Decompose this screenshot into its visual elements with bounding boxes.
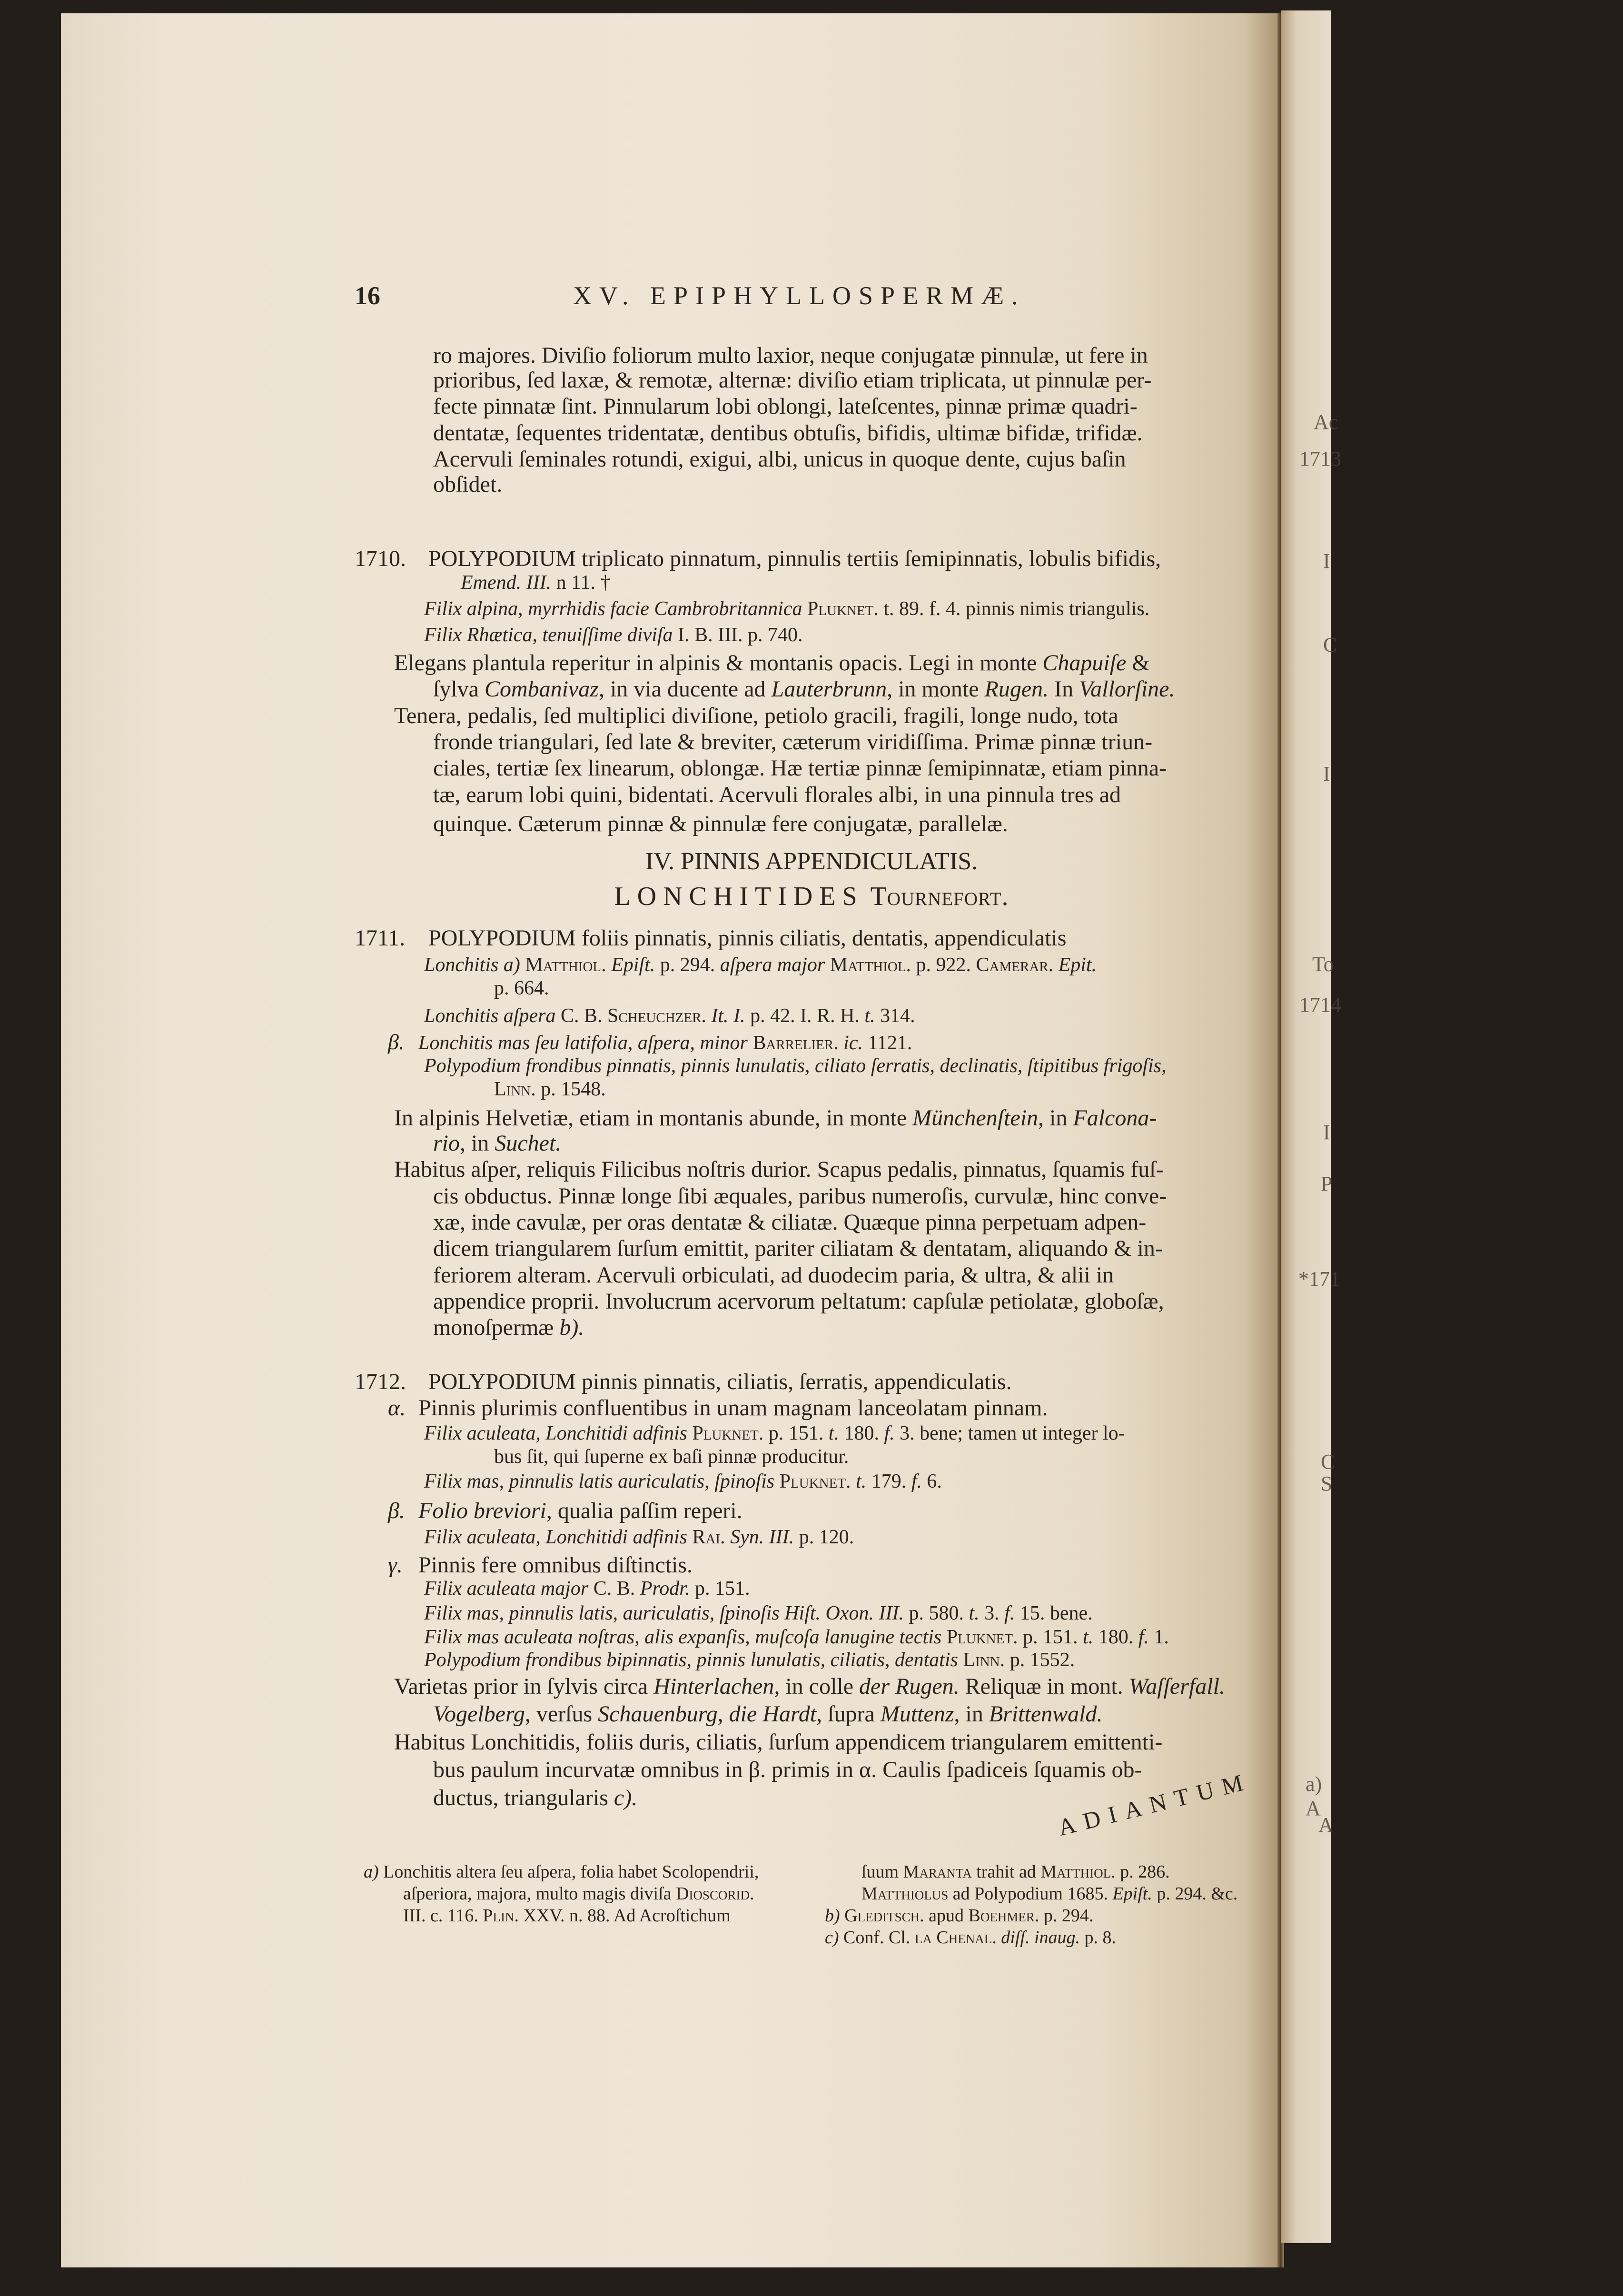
italic-text: Münchenſtein <box>912 1105 1039 1131</box>
reference-line <box>424 1627 1169 1647</box>
entry-line <box>355 1371 1012 1393</box>
text-segment: p. 151. <box>1018 1626 1083 1648</box>
paragraph-start-line <box>394 1731 1162 1754</box>
footnote-line <box>825 1907 1093 1925</box>
paragraph-start-line <box>394 1158 1164 1181</box>
text-segment: ad Polypodium 1685. <box>948 1884 1113 1904</box>
facing-page-text-fragment: I <box>1323 762 1330 785</box>
italic-text: Polypodium frondibus pinnatis, pinnis lunulatis, ciliato ſerratis, declinatis, ſtipitibus frigoſis, <box>424 1055 1167 1077</box>
italic-text: Polypodium frondibus bipinnatis, pinnis lunulatis, ciliatis, dentatis <box>424 1649 958 1671</box>
text-segment: POLYPODIUM pinnis pinnatis, ciliatis, ſerratis, appendiculatis. <box>428 1369 1012 1394</box>
italic-text: Filix mas aculeata noſtras, alis expanſis, muſcoſa lanugine tectis <box>424 1626 942 1648</box>
facing-page-text-fragment: Ac <box>1314 410 1338 434</box>
text-segment: dicem triangularem ſurſum emittit, pariter ciliatam & dentatam, aliquando & in- <box>433 1236 1163 1261</box>
italic-text: Prodr. <box>640 1578 690 1600</box>
text-segment: bus paulum incurvatæ omnibus in β. primis in α. Caulis ſpadiceis ſquamis ob- <box>433 1757 1142 1782</box>
text-segment: Pinnis fere omnibus diſtinctis. <box>418 1552 693 1578</box>
reference-continuation-line <box>494 1447 849 1467</box>
text-line <box>433 678 1175 701</box>
text-line <box>433 1185 1167 1208</box>
text-segment: 15. bene. <box>1015 1602 1093 1624</box>
text-segment: p. 8. <box>1080 1928 1116 1948</box>
text-segment: , ſupra <box>816 1701 881 1727</box>
italic-text: Vallorſine. <box>1079 676 1175 702</box>
entry-number: β. <box>388 1030 405 1054</box>
entry-number: β. <box>388 1498 405 1523</box>
text-line <box>433 1787 637 1809</box>
small-caps-text: Matthiol. <box>825 954 911 976</box>
text-segment: LONCHITIDES <box>614 882 864 911</box>
variety-line <box>388 1031 912 1053</box>
text-segment: p. 151. <box>690 1578 750 1600</box>
reference-line <box>424 1471 942 1491</box>
italic-text: t. <box>1083 1626 1094 1648</box>
italic-text: rio <box>433 1131 460 1156</box>
variety-line <box>388 1554 693 1577</box>
text-segment: 6. <box>921 1471 942 1492</box>
entry-number: α. <box>388 1395 406 1421</box>
text-segment: fronde triangulari, ſed late & breviter, cæterum viridiſſima. Primæ pinnæ triun- <box>433 729 1153 755</box>
genus-heading <box>0 883 1623 910</box>
italic-text: Filix aculeata, Lonchitidi adfinis <box>424 1422 687 1444</box>
text-segment: obſidet. <box>433 472 503 497</box>
text-segment: ſuum <box>861 1862 903 1882</box>
text-line <box>433 473 502 496</box>
italic-text: die Hardt <box>729 1701 817 1727</box>
italic-text: ic. <box>838 1032 863 1054</box>
reference-line <box>424 1603 1093 1623</box>
italic-text: c) <box>825 1928 839 1948</box>
small-caps-text: Boehmer. <box>968 1906 1039 1926</box>
entry-number: γ. <box>388 1552 403 1578</box>
italic-text: Filix mas, pinnulis latis auriculatis, ſpinoſis <box>424 1471 775 1492</box>
italic-text: Lonchitis mas ſeu latifolia, aſpera, minor <box>418 1032 748 1054</box>
text-segment: Lonchitis altera ſeu aſpera, folia habet Scolopendrii, <box>378 1862 759 1882</box>
reference-continuation-line <box>494 978 549 998</box>
entry-number: 1710. <box>355 546 406 571</box>
text-segment: 180. <box>839 1422 884 1444</box>
small-caps-text: Pluknet. <box>687 1422 764 1444</box>
text-line <box>433 1290 1164 1313</box>
facing-page-text-fragment: a) A <box>1306 1772 1322 1820</box>
italic-text: f. <box>911 1471 922 1492</box>
small-caps-text: Matthiolus <box>861 1884 949 1904</box>
text-line <box>433 1237 1163 1260</box>
text-segment: , in via ducente ad <box>598 676 772 702</box>
italic-text: Filix Rhætica, tenuiſſime diviſa <box>424 624 673 646</box>
italic-text: a) <box>364 1862 379 1882</box>
text-segment: In alpinis Helvetiæ, etiam in montanis abunde, in monte <box>394 1105 913 1131</box>
text-segment: , in monte <box>887 676 985 702</box>
facing-page-text-fragment: To <box>1312 953 1334 976</box>
text-line <box>433 757 1167 780</box>
text-segment: tæ, earum lobi quini, bidentati. Acervuli florales albi, in una pinnula tres ad <box>433 782 1121 807</box>
facing-page-text-fragment: 1714 <box>1299 993 1341 1016</box>
italic-text: Filix aculeata major <box>424 1578 589 1600</box>
italic-text: Hinterlachen, <box>653 1674 780 1699</box>
italic-text: Syn. III. <box>725 1526 794 1548</box>
footnote-line <box>825 1928 1116 1947</box>
text-line <box>433 1132 561 1155</box>
footnote-line <box>403 1885 754 1903</box>
text-line <box>433 369 1151 392</box>
text-segment: I. B. III. p. 740. <box>673 624 803 646</box>
text-segment: aſperiora, majora, multo magis diviſa <box>403 1884 676 1904</box>
text-segment: p. 664. <box>494 977 549 999</box>
italic-text: der Rugen. <box>859 1674 960 1699</box>
entry-line <box>355 927 1066 950</box>
facing-page-text-fragment: A <box>1318 1813 1334 1837</box>
text-segment: C. B. <box>588 1578 640 1600</box>
italic-text: Suchet. <box>495 1131 562 1156</box>
italic-text: Lonchitis a) <box>424 954 520 976</box>
text-segment: n 11. † <box>551 572 611 594</box>
italic-text: t. <box>851 1471 867 1492</box>
italic-text: b) <box>825 1906 840 1926</box>
section-heading <box>0 849 1623 874</box>
italic-text: b). <box>559 1315 584 1340</box>
text-line <box>433 731 1152 754</box>
text-segment: , in <box>460 1131 495 1156</box>
reference-line <box>424 1527 854 1547</box>
text-segment: Habitus aſper, reliquis Filicibus noſtris durior. Scapus pedalis, pinnatus, ſquamis fuſ- <box>394 1157 1164 1182</box>
italic-text: f. <box>1138 1626 1149 1648</box>
text-segment: 1121. <box>862 1032 912 1054</box>
small-caps-text: Pluknet. <box>774 1471 851 1492</box>
running-title: XV. EPIPHYLLOSPERMÆ. <box>573 281 1026 310</box>
variety-line <box>388 1397 1048 1420</box>
italic-text: Epit. <box>1053 954 1097 976</box>
text-segment: prioribus, ſed laxæ, & remotæ, alternæ: diviſio etiam triplicata, ut pinnulæ per- <box>433 368 1152 393</box>
text-line <box>433 344 1148 367</box>
text-line <box>433 784 1121 806</box>
text-line <box>433 1211 1146 1234</box>
text-segment: Reliquæ in mont. <box>959 1674 1129 1699</box>
italic-text: Rugen. <box>984 676 1049 702</box>
italic-text: Combanivaz <box>484 676 599 702</box>
text-segment: Habitus Lonchitidis, foliis duris, ciliatis, ſurſum appendicem triangularem emittenti- <box>394 1729 1163 1755</box>
italic-text: Muttenz <box>880 1701 954 1727</box>
italic-text: Schauenburg <box>598 1701 718 1727</box>
italic-text: Folio breviori <box>418 1498 546 1523</box>
text-segment: p. 42. I. R. H. <box>745 1005 865 1027</box>
text-segment: & <box>1126 650 1150 676</box>
reference-continuation-line <box>494 1079 606 1099</box>
italic-text: It. I. <box>706 1005 745 1027</box>
text-segment: POLYPODIUM foliis pinnatis, pinnis ciliatis, dentatis, appendiculatis <box>428 925 1067 951</box>
text-segment: p. 151. <box>763 1422 829 1444</box>
small-caps-text: Rai. <box>687 1526 725 1548</box>
italic-text: c). <box>614 1785 638 1810</box>
footnote-line <box>364 1863 759 1881</box>
italic-text: aſpera major <box>720 954 825 976</box>
reference-line <box>424 1006 915 1026</box>
footnote-line <box>403 1907 731 1925</box>
italic-text: t. <box>969 1602 980 1624</box>
entry-line <box>355 547 1161 570</box>
text-segment: ro majores. Diviſio foliorum multo laxior, neque conjugatæ pinnulæ, ut fere in <box>433 343 1148 368</box>
italic-text: Vogelberg <box>433 1701 525 1727</box>
text-segment: appendice proprii. Involucrum acervorum peltatum: capſulæ petiolatæ, globoſæ, <box>433 1289 1164 1314</box>
italic-text: Filix mas, pinnulis latis, auriculatis, ſpinoſis Hiſt. Oxon. III. <box>424 1602 904 1624</box>
text-segment: p. 294. &c. <box>1152 1884 1238 1904</box>
text-segment: Elegans plantula reperitur in alpinis & montanis opacis. Legi in monte <box>394 650 1043 676</box>
small-caps-text: Pluknet. <box>802 598 879 620</box>
facing-page-text-fragment: *171 <box>1298 1267 1340 1291</box>
text-segment: ductus, triangularis <box>433 1785 614 1810</box>
small-caps-text: Gleditsch. <box>840 1906 924 1926</box>
text-segment: quinque. Cæterum pinnæ & pinnulæ fere conjugatæ, parallelæ. <box>433 811 1008 836</box>
variety-line <box>388 1500 742 1522</box>
text-segment: p. 286. <box>1115 1862 1170 1882</box>
small-caps-text: Maranta <box>903 1862 972 1882</box>
text-segment: xæ, inde cavulæ, per oras dentatæ & ciliatæ. Quæque pinna perpetuam adpen- <box>433 1210 1147 1235</box>
text-segment: monoſpermæ <box>433 1315 560 1340</box>
text-segment: Tenera, pedalis, ſed multiplici diviſione, petiolo gracili, fragili, longe nudo, tota <box>394 703 1118 728</box>
text-segment: 3. <box>979 1602 1005 1624</box>
small-caps-text: Camerar. <box>976 954 1054 976</box>
reference-line <box>424 955 1097 975</box>
italic-text: Emend. III. <box>461 572 552 594</box>
text-segment: Acervuli ſeminales rotundi, exigui, albi, unicus in quoque dente, cujus baſin <box>433 447 1126 472</box>
italic-text: Epiſt. <box>1112 1884 1152 1904</box>
text-segment: bus ſit, qui ſuperne ex baſi pinnæ producitur. <box>494 1446 849 1468</box>
text-segment: p. 580. <box>903 1602 969 1624</box>
text-segment: p. 294. <box>1039 1906 1094 1926</box>
small-caps-text: Matthiol. <box>1040 1862 1116 1882</box>
paragraph-start-line <box>394 1675 1225 1698</box>
text-segment: p. 120. <box>794 1526 854 1548</box>
text-segment: , in <box>1038 1105 1073 1131</box>
text-segment: feriorem alteram. Acervuli orbiculati, ad duodecim paria, & ultra, & alii in <box>433 1262 1114 1288</box>
text-line <box>433 448 1126 471</box>
italic-text: Lauterbrunn <box>771 676 887 702</box>
entry-number: 1712. <box>355 1369 406 1394</box>
text-segment: 314. <box>875 1005 915 1027</box>
small-caps-text: Dioscorid. <box>676 1884 754 1904</box>
text-segment: 180. <box>1093 1626 1138 1648</box>
text-segment: fecte pinnatæ ſint. Pinnularum lobi oblongi, lateſcentes, pinnæ primæ quadri- <box>433 394 1138 419</box>
footnote-line <box>861 1885 1237 1903</box>
reference-line <box>424 1650 1075 1670</box>
italic-text: Filix aculeata, Lonchitidi adfinis <box>424 1526 687 1548</box>
paragraph-start-line <box>394 652 1150 675</box>
small-caps-text: Linn. <box>494 1078 536 1100</box>
text-segment: p. 294. <box>655 954 720 976</box>
reference-line <box>424 599 1149 619</box>
text-segment: t. 89. f. 4. pinnis nimis triangulis. <box>878 598 1150 620</box>
text-segment: ADIANTUM <box>1055 1767 1254 1841</box>
text-line <box>433 395 1138 418</box>
text-line <box>433 1759 1142 1781</box>
text-segment: trahit ad <box>971 1862 1041 1882</box>
facing-page-text-fragment: I <box>1323 1121 1330 1144</box>
text-segment: IV. PINNIS APPENDICULATIS. <box>645 848 978 875</box>
text-line <box>433 813 1008 835</box>
italic-text: t. <box>864 1005 875 1027</box>
italic-text: f. <box>1004 1602 1015 1624</box>
italic-text: Filix alpina, myrrhidis facie Cambrobritannica <box>424 598 802 620</box>
facing-page-text-fragment: 1713 <box>1299 447 1341 470</box>
text-segment: cis obductus. Pinnæ longe ſibi æquales, paribus numeroſis, curvulæ, hinc conve- <box>433 1183 1167 1209</box>
text-segment: , qualia paſſim reperi. <box>546 1498 742 1523</box>
text-segment: apud <box>924 1906 969 1926</box>
text-line <box>433 422 1143 445</box>
italic-text: Epiſt. <box>606 954 655 976</box>
italic-text: diſſ. inaug. <box>996 1928 1080 1948</box>
small-caps-text: Barrelier. <box>747 1032 839 1054</box>
italic-text: Waſſerfall. <box>1128 1674 1225 1699</box>
facing-page-text-fragment: I <box>1323 549 1330 573</box>
text-segment: XXV. n. 88. Ad Acroſtichum <box>519 1906 731 1926</box>
small-caps-text: Plin. <box>483 1906 519 1926</box>
text-segment: POLYPODIUM triplicato pinnatum, pinnulis tertiis ſemipinnatis, lobulis bifidis, <box>428 546 1161 571</box>
reference-line <box>461 573 611 593</box>
text-segment: Varietas prior in ſylvis circa <box>394 1674 654 1699</box>
reference-line <box>424 1056 1167 1076</box>
italic-text: t. <box>828 1422 839 1444</box>
small-caps-text: Pluknet. <box>941 1626 1018 1648</box>
text-segment: 3. bene; tamen ut integer lo- <box>894 1422 1125 1444</box>
page-number: 16 <box>355 281 380 310</box>
text-segment: ciales, tertiæ ſex linearum, oblongæ. Hæ tertiæ pinnæ ſemipinnatæ, etiam pinna- <box>433 755 1167 781</box>
text-segment: , in <box>954 1701 989 1727</box>
text-segment: Conf. Cl. <box>839 1928 915 1948</box>
reference-line <box>424 625 803 645</box>
paragraph-start-line <box>394 705 1118 727</box>
facing-page-text-fragment: C <box>1323 633 1337 656</box>
text-segment: III. c. 116. <box>403 1906 483 1926</box>
small-caps-text: Scheuchzer. <box>607 1005 706 1027</box>
text-segment: Pinnis plurimis confluentibus in unam magnam lanceolatam pinnam. <box>418 1395 1048 1421</box>
text-segment: ſylva <box>433 676 485 702</box>
text-segment: , verſus <box>525 1701 598 1727</box>
text-line <box>433 1264 1114 1287</box>
italic-text: Chapuiſe <box>1042 650 1127 676</box>
text-segment: p. 1552. <box>1005 1649 1075 1671</box>
text-segment: p. 1548. <box>535 1078 606 1100</box>
facing-page-text-fragment: P <box>1321 1172 1333 1195</box>
facing-page-text-fragment: S <box>1321 1472 1333 1495</box>
italic-text: f. <box>884 1422 895 1444</box>
text-segment: , <box>717 1701 729 1727</box>
text-segment: In <box>1049 676 1079 702</box>
text-segment: dentatæ, ſequentes tridentatæ, dentibus obtuſis, bifidis, ultimæ bifidæ, trifidæ. <box>433 420 1143 446</box>
footnote-line <box>861 1863 1170 1881</box>
text-line <box>433 1316 584 1339</box>
reference-line <box>424 1423 1125 1443</box>
reference-line <box>424 1579 750 1599</box>
italic-text: Brittenwald. <box>989 1701 1103 1727</box>
text-segment: 1. <box>1148 1626 1169 1648</box>
text-segment: in colle <box>780 1674 860 1699</box>
small-caps-text: Linn. <box>958 1649 1005 1671</box>
text-segment: C. B. <box>555 1005 608 1027</box>
entry-number: 1711. <box>355 925 406 951</box>
small-caps-text: Matthiol. <box>520 954 606 976</box>
text-line <box>433 1703 1103 1726</box>
italic-text: Lonchitis aſpera <box>424 1005 556 1027</box>
text-segment: p. 922. <box>911 954 976 976</box>
small-caps-text: Tournefort. <box>863 882 1009 911</box>
text-segment: 179. <box>866 1471 911 1492</box>
paragraph-start-line <box>394 1107 1157 1130</box>
small-caps-text: la Chenal. <box>914 1928 997 1948</box>
italic-text: Falcona- <box>1073 1105 1157 1131</box>
facing-page-text-fragment: C <box>1321 1450 1335 1473</box>
